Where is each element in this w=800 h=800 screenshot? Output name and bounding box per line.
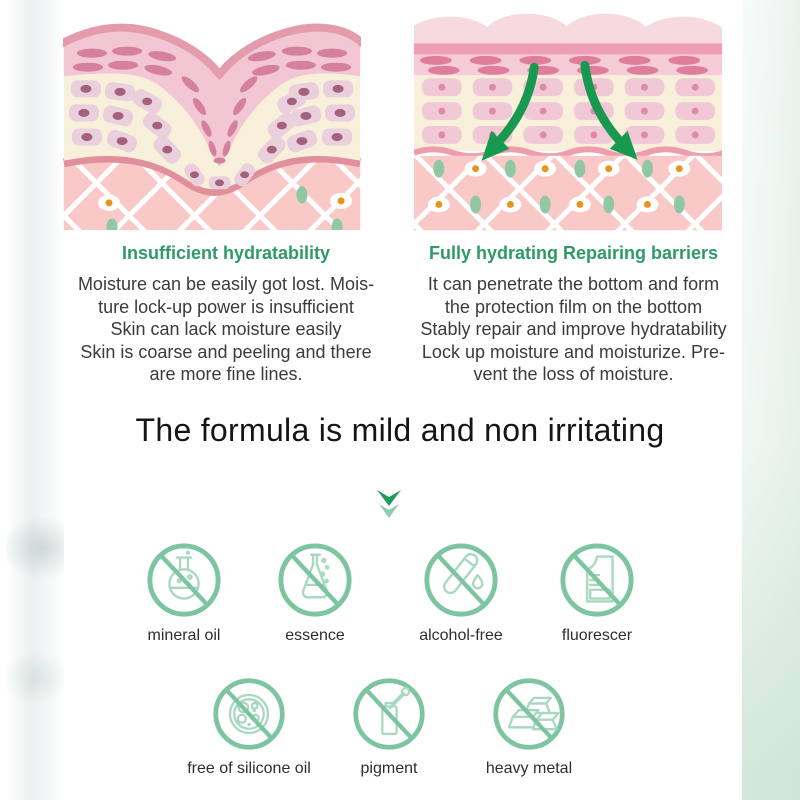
right-description-line: It can penetrate the bottom and form — [427, 274, 720, 294]
no-fluorescer-icon — [558, 541, 636, 619]
background-streak-right — [742, 0, 800, 800]
ingredient-item-heavy-metal — [449, 676, 609, 778]
ingredient-item-pigment — [309, 676, 469, 778]
ingredient-label: free of silicone oil — [187, 760, 311, 777]
right-description-line: vent the loss of moisture. — [473, 364, 674, 385]
ingredient-label: essence — [285, 627, 345, 644]
left-heading: Insufficient hydratability — [121, 243, 331, 263]
damaged-skin-diagram — [63, 16, 361, 230]
left-description-line: Moisture can be easily got lost. Mois- — [77, 274, 375, 294]
ingredient-label: alcohol-free — [419, 627, 503, 644]
no-mineral-oil-icon — [145, 541, 223, 619]
right-column — [401, 243, 746, 386]
right-description-line: the protection film on the bottom — [444, 296, 703, 317]
ingredient-item-fluorescer — [517, 541, 677, 645]
healthy-skin-diagram — [414, 9, 722, 231]
no-pigment-icon — [351, 676, 427, 752]
right-description-line: Stably repair and improve hydratability — [420, 319, 727, 340]
left-description-line: ture lock-up power is insufficient — [98, 296, 354, 317]
right-heading: Fully hydrating Repairing barriers — [428, 243, 719, 263]
no-silicone-oil-icon — [211, 676, 287, 752]
ingredient-label: mineral oil — [147, 627, 221, 644]
ingredient-item-essence — [235, 541, 395, 645]
background-streak-left — [6, 0, 64, 800]
no-alcohol-icon — [422, 541, 500, 619]
down-arrows-icon — [375, 490, 403, 520]
ingredient-label: heavy metal — [485, 760, 573, 777]
left-description-line: Skin can lack moisture easily — [110, 319, 342, 340]
right-description-line: Lock up moisture and moisturize. Pre- — [421, 341, 726, 362]
ingredient-label: fluorescer — [561, 627, 633, 644]
ingredient-label: pigment — [360, 760, 418, 777]
ingredient-item-silicone-oil — [169, 676, 329, 778]
no-heavy-metal-icon — [491, 676, 567, 752]
left-description-line: are more fine lines. — [149, 364, 303, 385]
headline: The formula is mild and non irritating — [135, 412, 665, 448]
no-essence-icon — [276, 541, 354, 619]
left-column — [56, 243, 396, 386]
left-description-line: Skin is coarse and peeling and there — [80, 341, 372, 362]
